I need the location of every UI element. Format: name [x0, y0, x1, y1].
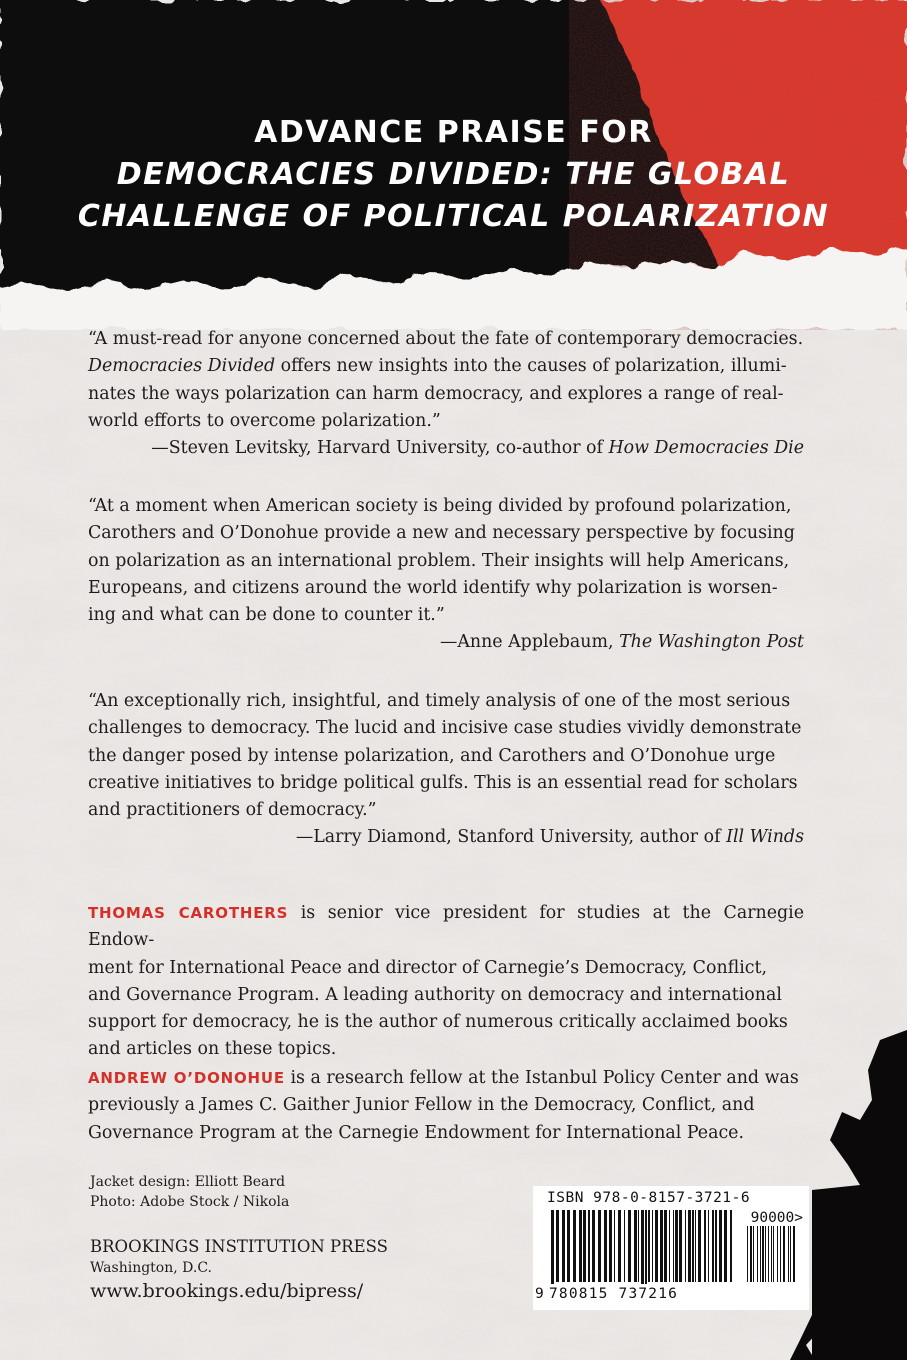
photo-credit: Photo: Adobe Stock / Nikola — [90, 1194, 290, 1210]
barcode-bar — [652, 1210, 653, 1282]
heading-line-3: CHALLENGE OF POLITICAL POLARIZATION — [77, 199, 830, 234]
addon-barcode-bar — [773, 1226, 774, 1282]
isbn-label: ISBN 978-0-8157-3721-6 — [547, 1190, 751, 1206]
bio-line: and Governance Program. A leading authority on democracy and international — [88, 984, 782, 1005]
addon-barcode-bar — [760, 1226, 761, 1282]
barcode-bar — [695, 1210, 696, 1282]
quote-line: “At a moment when American society is being divided by profound polarization, — [88, 496, 792, 516]
barcode-bar — [573, 1210, 576, 1282]
quote-line: creative initiatives to bridge political gulfs. This is an essential read for scholars — [88, 772, 798, 793]
author-bio-carothers — [88, 900, 804, 1064]
barcode-bar — [685, 1210, 686, 1282]
quote-line: world efforts to overcome polarization.” — [88, 410, 441, 431]
barcode-bar — [669, 1210, 670, 1282]
author-name: ANDREW O’DONOHUE — [88, 1069, 285, 1087]
barcode-bar — [724, 1210, 727, 1282]
publisher-url: www.brookings.edu/bipress/ — [90, 1280, 364, 1302]
quote-attribution: —Larry Diamond, Stanford University, author of Ill Winds — [295, 827, 804, 848]
price-code: 90000> — [750, 1210, 803, 1226]
bio-line: previously a James C. Gaither Junior Fellow in the Democracy, Conflict, and — [88, 1095, 755, 1116]
heading-line-1: ADVANCE PRAISE FOR — [254, 115, 653, 150]
barcode-bar — [551, 1210, 554, 1284]
barcode-bar — [664, 1210, 667, 1282]
barcode-bar — [592, 1210, 595, 1282]
barcode-bar — [655, 1210, 658, 1282]
barcode-bar — [579, 1210, 582, 1282]
barcode-bar — [708, 1210, 709, 1282]
jacket-credit: Jacket design: Elliott Beard — [90, 1174, 286, 1190]
addon-barcode-bar — [777, 1226, 778, 1282]
publisher-city: Washington, D.C. — [90, 1260, 212, 1276]
barcode-bar — [673, 1210, 674, 1282]
barcode-bars — [547, 1210, 799, 1284]
barcode-bar — [712, 1210, 714, 1282]
barcode-bar — [567, 1210, 570, 1282]
addon-barcode-bar — [771, 1226, 772, 1282]
barcode-bar — [698, 1210, 701, 1282]
heading-line-2: DEMOCRACIES DIVIDED: THE GLOBAL — [116, 157, 791, 192]
barcode-bar — [641, 1210, 644, 1284]
quote-line: and practitioners of democracy.” — [88, 800, 377, 821]
quote-line: “A must-read for anyone concerned about the fate of contemporary democracies. — [88, 329, 804, 349]
barcode-bar — [648, 1210, 650, 1282]
design-credits — [90, 1172, 289, 1212]
barcode-bar — [704, 1210, 706, 1282]
barcode-bar — [730, 1210, 732, 1282]
quote-line: Carothers and O’Donohue provide a new and necessary perspective by focusing — [88, 523, 795, 544]
barcode-bar — [675, 1210, 678, 1282]
barcode-bar — [583, 1210, 586, 1282]
author-bio-odonohue — [88, 1065, 804, 1147]
barcode-bar — [692, 1210, 694, 1282]
barcode-bar — [618, 1210, 621, 1282]
bio-line: THOMAS CAROTHERS is senior vice president for studies at the Carnegie Endow- — [88, 903, 804, 951]
addon-barcode-bar — [753, 1226, 754, 1282]
barcode-bar — [624, 1210, 625, 1282]
praise-quote-applebaum — [88, 493, 804, 657]
barcode-bar — [628, 1210, 631, 1282]
barcode-bar — [614, 1210, 615, 1282]
quote-attribution: —Steven Levitsky, Harvard University, co-author of How Democracies Die — [151, 438, 804, 459]
author-name: THOMAS CAROTHERS — [88, 904, 289, 922]
praise-quote-levitsky — [88, 326, 804, 462]
bio-line: ANDREW O’DONOHUE is a research fellow at the Istanbul Policy Center and was — [88, 1068, 799, 1088]
isbn-barcode: ISBN 978-0-8157-3721-6 90000> 9 780815 737216 — [533, 1186, 809, 1310]
barcode-bar — [556, 1210, 559, 1282]
barcode-bar — [604, 1210, 607, 1282]
bio-line: ment for International Peace and director of Carnegie’s Democracy, Conflict, — [88, 957, 768, 978]
addon-barcode-bar — [768, 1226, 769, 1282]
addon-barcode-bar — [783, 1226, 785, 1282]
publisher-name: BROOKINGS INSTITUTION PRESS — [90, 1237, 388, 1256]
addon-barcode-bar — [780, 1226, 781, 1282]
barcode-bar — [588, 1210, 590, 1282]
quote-line: ing and what can be done to counter it.” — [88, 605, 445, 626]
barcode-bar — [660, 1210, 663, 1282]
quote-line: Europeans, and citizens around the world identify why polarization is worsen- — [88, 577, 778, 598]
quote-line: Democracies Divided offers new insights into the causes of polarization, illumi- — [88, 356, 787, 377]
advance-praise-heading — [0, 112, 907, 238]
barcode-bar — [645, 1210, 647, 1284]
addon-barcode-bar — [793, 1226, 795, 1282]
addon-barcode-bar — [765, 1226, 766, 1282]
barcode-bar — [638, 1210, 639, 1282]
quote-line: “An exceptionally rich, insightful, and timely analysis of one of the most serious — [88, 691, 791, 711]
addon-barcode-bar — [788, 1226, 789, 1282]
addon-barcode-bar — [757, 1226, 758, 1282]
addon-barcode-bar — [747, 1226, 748, 1282]
quote-attribution: —Anne Applebaum, The Washington Post — [439, 632, 804, 653]
quote-line: challenges to democracy. The lucid and incisive case studies vividly demonstrate — [88, 718, 802, 739]
barcode-bar — [715, 1210, 717, 1282]
addon-barcode-bar — [750, 1226, 752, 1282]
barcode-bar — [688, 1210, 691, 1282]
quote-line: the danger posed by intense polarization, and Carothers and O’Donohue urge — [88, 745, 776, 766]
barcode-bar — [679, 1210, 682, 1282]
addon-barcode-bar — [790, 1226, 791, 1282]
quote-line: on polarization as an international problem. Their insights will help Americans, — [88, 550, 790, 571]
praise-quote-diamond — [88, 688, 804, 852]
bio-line: support for democracy, he is the author of numerous critically acclaimed books — [88, 1012, 788, 1033]
barcode-bar — [719, 1210, 722, 1282]
addon-barcode-bar — [762, 1226, 764, 1282]
quote-line: nates the ways polarization can harm democracy, and explores a range of real- — [88, 383, 784, 404]
bio-line: and articles on these topics. — [88, 1039, 337, 1060]
book-title-italic: Democracies Divided — [88, 356, 276, 377]
barcode-bar — [634, 1210, 637, 1282]
barcode-bar — [562, 1210, 565, 1282]
barcode-bar — [598, 1210, 601, 1282]
barcode-bar — [609, 1210, 612, 1282]
publisher-block — [90, 1236, 388, 1304]
bio-line: Governance Program at the Carnegie Endowment for International Peace. — [88, 1122, 745, 1143]
